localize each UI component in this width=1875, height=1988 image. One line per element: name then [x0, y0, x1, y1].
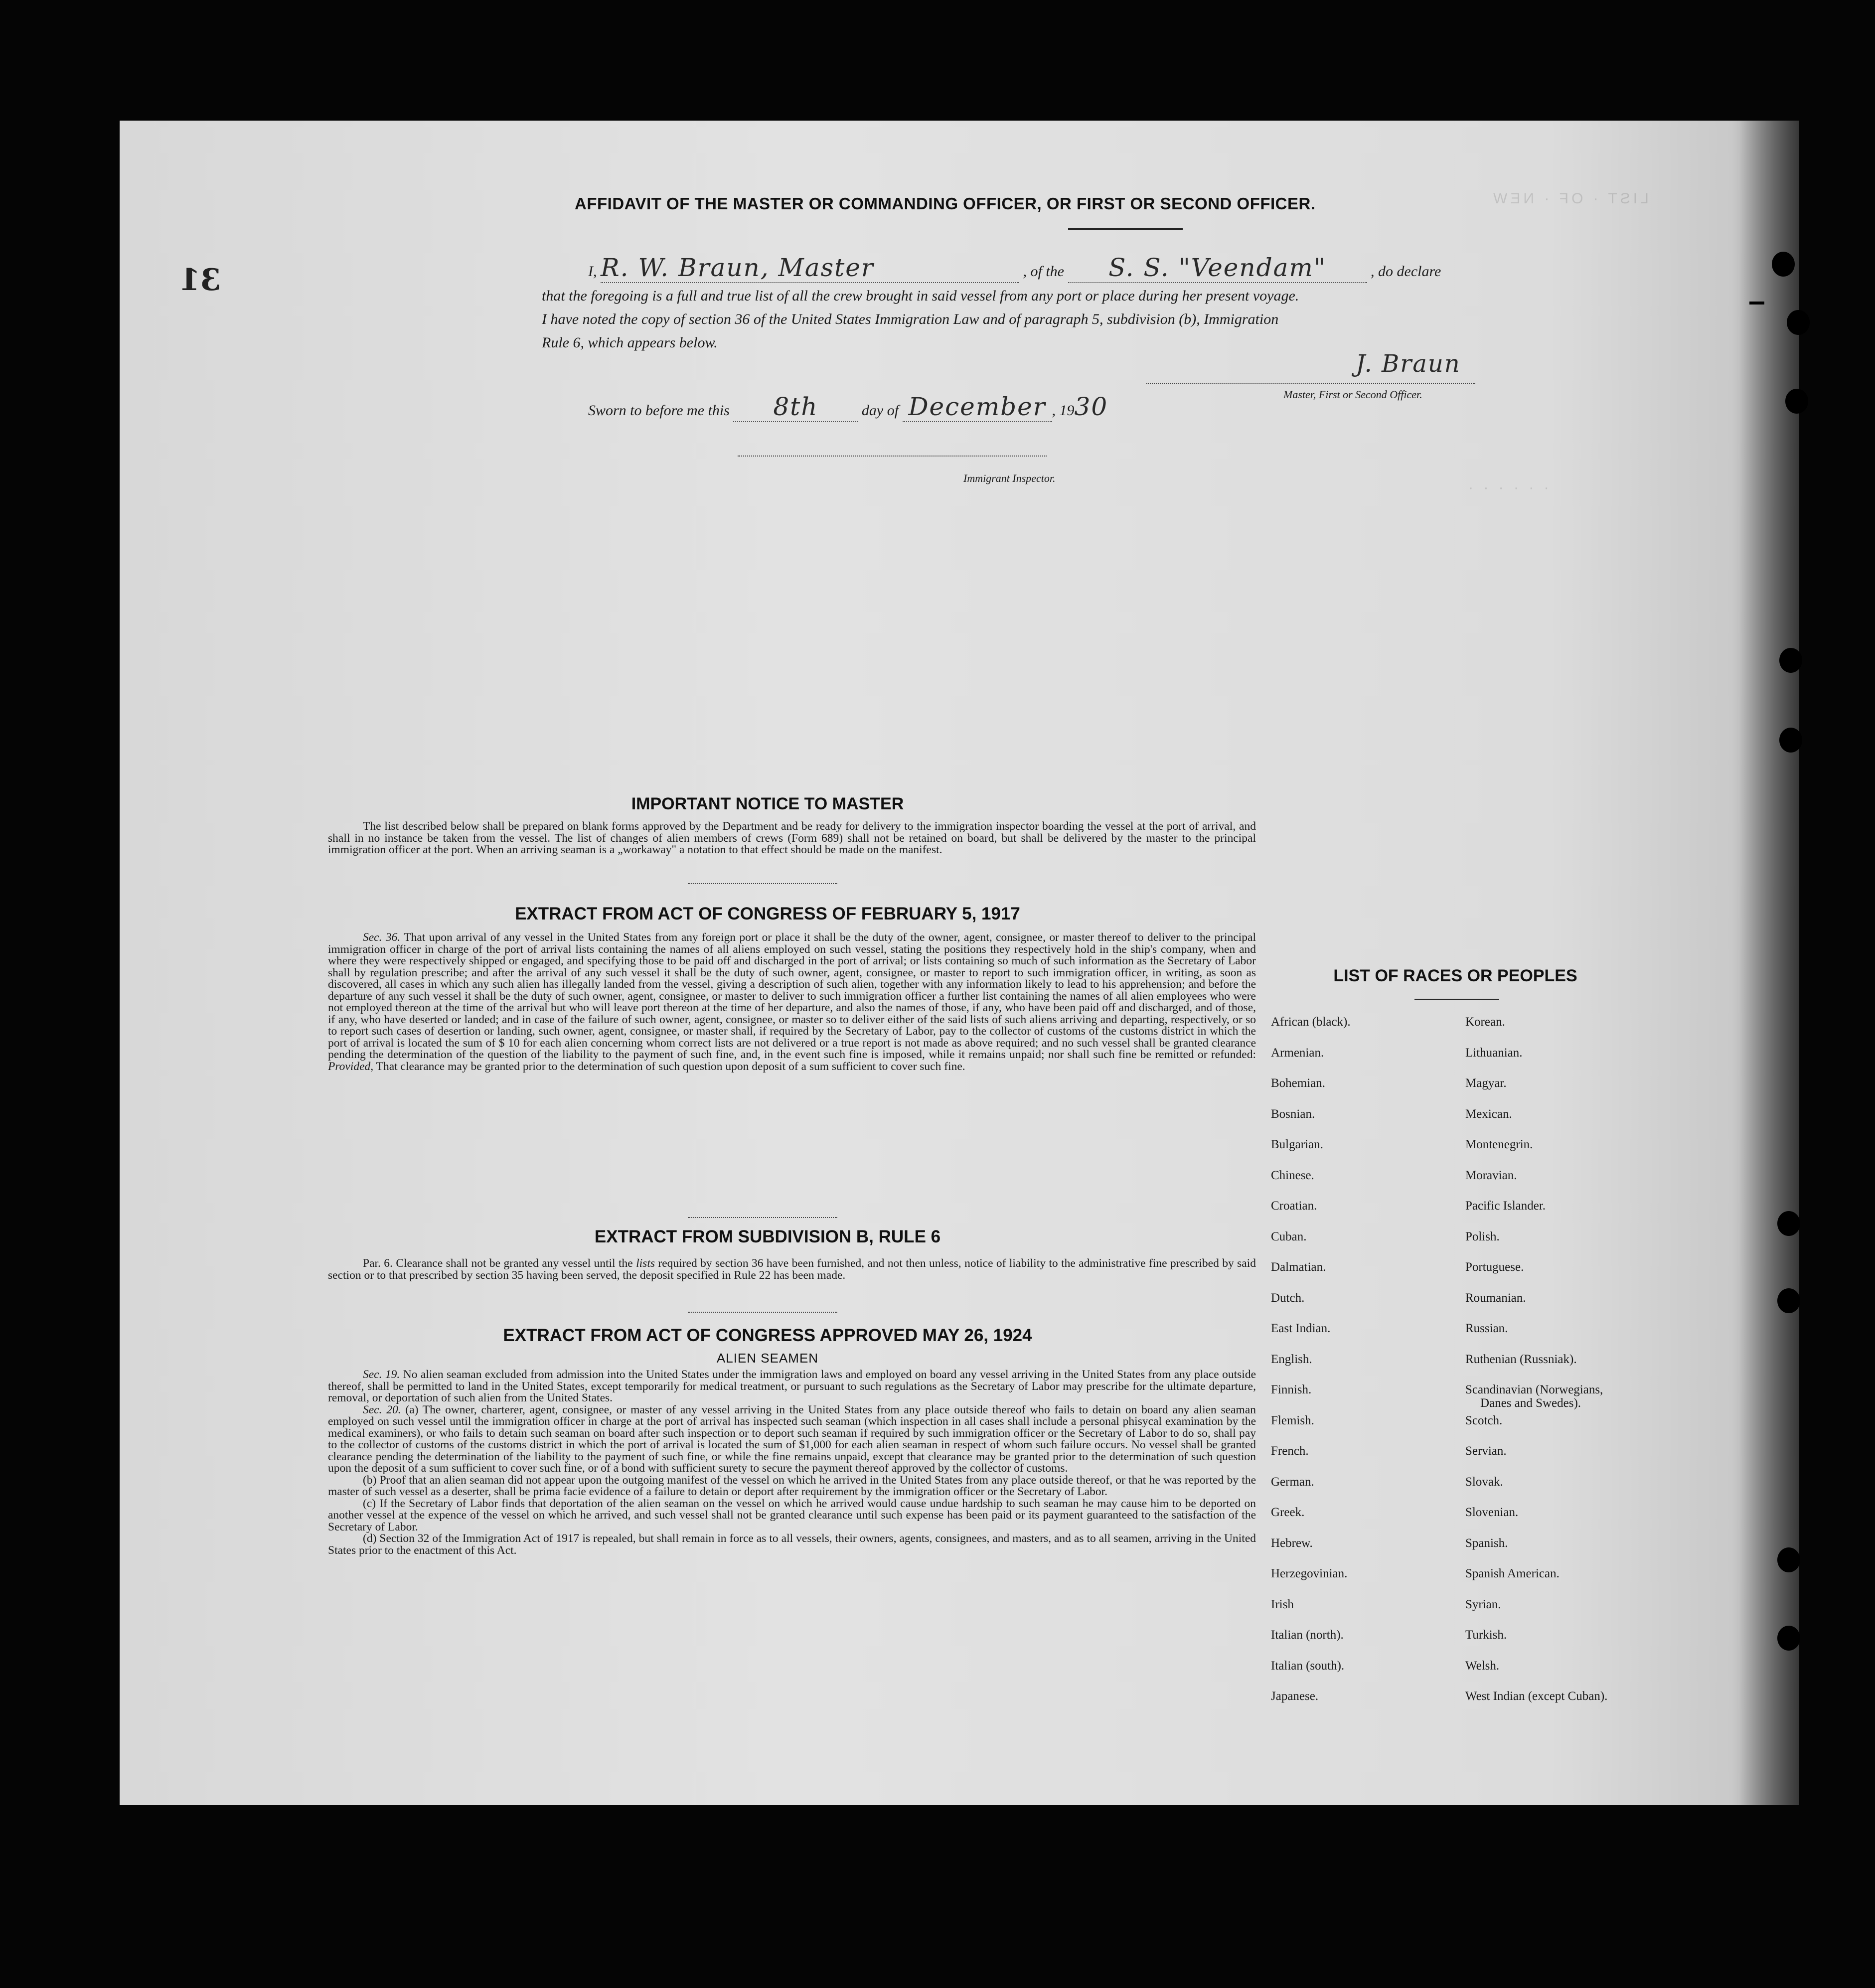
race-item: Irish [1271, 1597, 1294, 1611]
notice-paragraph: The list described below shall be prepared on blank forms approved by the Department and be ready for delivery to the immigration inspector boarding the vessel at the port of arrival, and shall in no instance be taken from the vessel. The list of changes of alien members of crews (Form 689) shall not be retained on board, but shall be delivered by the master to the principal immigration officer at the port. When an arriving seaman is a „workaway" a notation to that effect should be made on the manifest. [328, 820, 1256, 856]
race-item: Mexican. [1465, 1107, 1512, 1121]
races-left-column [1271, 1015, 1351, 1720]
race-item: Ruthenian (Russniak). [1465, 1352, 1577, 1366]
section-36-body: That upon arrival of any vessel in the United States from any foreign port or place it shall be the duty of the owner, agent, consignee, or master thereof to deliver to the principal immigration officer in charge of the port of arrival lists containing the names of all aliens employed on such vessel, stating the positions they respectively hold in the ship's company, when and where they were respectively shipped or engaged, and specifying those to be paid off and discharged in the port of arrival; or lists containing so much of such information as the Secretary of Labor shall by regulation prescribe; and after the arrival of any such vessel it shall be the duty of such owner, agent, consignee, or master to report to such immigration officer, in writing, as soon as discovered, all cases in which any such alien has illegally landed from the vessel, giving a description of such alien, together with any information likely to lead to his apprehension; and before the departure of any such vessel it shall be the duty of such owner, agent, consignee, or master to deliver to such immigration officer a further list containing the names of all alien employees who were not employed thereon at the time of the arrival but who will leave port thereon at the time of her departure, and also the names of those, if any, who have been paid off and discharged, and of those, if any, who have deserted or landed; and in case of the failure of such owner, agent, consignee, or master so to deliver either of the said lists of such aliens arriving and departing, respectively, or so to report such cases of desertion or landing, such owner, agent, consignee, or master shall, if required by the Secretary of Labor, pay to the collector of customs of the customs district in which the port of arrival is located the sum of $ 10 for each alien concerning whom correct lists are not delivered or a true report is not made as above required; and no such vessel shall be granted clearance pending the determination of the question of the liability to the payment of such fine, and, in the event such fine is imposed, while it remains unpaid; nor shall such fine be remitted or refunded: [328, 931, 1256, 1061]
race-item: Dutch. [1271, 1291, 1305, 1305]
section-divider [688, 1217, 837, 1218]
rule-6-text-a: Par. 6. Clearance shall not be granted any vessel until the [363, 1257, 633, 1270]
section-20b-paragraph: (b) Proof that an alien seaman did not appear upon the outgoing manifest of the vessel on which he arrived in the United States from any place outside thereof, or that he was reported by the master of such vessel as a deserter, shall be prima facie evidence of a failure to detain or deport after requirement by the immigration officer or the Secretary of Labor. [328, 1473, 1256, 1498]
race-item: Magyar. [1465, 1076, 1507, 1090]
sworn-day-field: 8th [733, 392, 858, 422]
races-right-column [1465, 1015, 1607, 1720]
race-item: Turkish. [1465, 1628, 1507, 1642]
binder-hole [1777, 1211, 1800, 1236]
race-item: Scotch. [1465, 1413, 1503, 1427]
inspector-signature-line [738, 456, 1047, 457]
rule-6-text [328, 1258, 1256, 1281]
race-item: Scandinavian (Norwegians, Danes and Swedes). [1465, 1383, 1607, 1414]
race-item: West Indian (except Cuban). [1465, 1689, 1608, 1703]
signature-line [1146, 383, 1475, 384]
master-name-field: R. W. Braun, Master [601, 253, 1019, 283]
section-19-label: Sec. 19. [363, 1368, 400, 1381]
section-36-label: Sec. 36. [363, 931, 401, 944]
race-item: German. [1271, 1475, 1314, 1489]
proviso-body: That clearance may be granted prior to the determination of such question upon deposit of a sum sufficient to cover such fine. [376, 1060, 965, 1073]
section-20a-body: (a) The owner, charterer, agent, consignee, or master of any vessel arriving in the United States from any place outside thereof who fails to detain on board any alien seaman employed on such vessel until the immigration officer in charge at the port of arrival has inspected such seaman (which inspection in all cases shall include a personal phisycal examination by the medical examiners), or who fails to detain such seaman on board after such inspection or to deport such seaman if required by such immigration officer or the Secretary of Labor to do so, shall pay to the collector of customs of the customs district in which the port of arrival is located the sum of $1,000 for each alien seaman in respect of whom such failure occurs. No vessel shall be granted clearance pending the determination of the liability to the payment of such fine, or while the fine remains unpaid, except that clearance may be granted prior to the determination of such question upon the deposit of a sum sufficient to cover such fine, or of a bond with sufficient surety to secure the payment thereof approved by the collector of customs. [328, 1403, 1256, 1475]
affidavit-line-3: I have noted the copy of section 36 of the United States Immigration Law and of paragraph 5, subdivision (b), Immigration [542, 311, 1279, 327]
binder-hole [1779, 648, 1802, 673]
race-item-continuation: Danes and Swedes). [1480, 1396, 1581, 1410]
sworn-year-prefix: , 19 [1052, 402, 1075, 419]
edge-mark [1749, 302, 1764, 305]
races-divider [1414, 999, 1499, 1000]
notice-title: IMPORTANT NOTICE TO MASTER [631, 794, 904, 813]
act-1917-text [328, 932, 1256, 1072]
race-item: Syrian. [1465, 1597, 1501, 1611]
race-item: English. [1271, 1352, 1312, 1366]
rule-6-paragraph [328, 1258, 1256, 1281]
race-item: Slovak. [1465, 1475, 1503, 1489]
binder-hole [1777, 1547, 1800, 1572]
proviso-label: Provided, [328, 1060, 374, 1073]
section-20d-paragraph: (d) Section 32 of the Immigration Act of 1917 is repealed, but shall remain in force as to all vessels, their owners, agents, consignees, and masters, and as to all seamen, arriving in the United States prior to the enactment of this Act. [328, 1532, 1256, 1557]
race-item: African (black). [1271, 1015, 1351, 1029]
declaration-mid: , of the [1023, 263, 1064, 280]
section-20c-paragraph: (c) If the Secretary of Labor finds that deportation of the alien seaman on the vessel on which he arrived would cause undue hardship to such seaman he may cause him to be deported on another vessel at the expence of the vessel on which he arrived, and such vessel shall not be granted clearance until such expense has been paid or its payment guaranteed to the satisfaction of the Secretary of Labor. [328, 1497, 1256, 1533]
race-item: Cuban. [1271, 1229, 1307, 1243]
race-item: Montenegrin. [1465, 1138, 1533, 1151]
sworn-mid: day of [861, 402, 899, 419]
race-item: Roumanian. [1465, 1291, 1526, 1305]
inspector-label: Immigrant Inspector. [963, 472, 1056, 484]
binder-hole [1777, 1288, 1800, 1313]
bleed-through-text: LIST · OF · NEW [1490, 190, 1649, 207]
race-item: Russian. [1465, 1322, 1508, 1335]
race-item: Dalmatian. [1271, 1260, 1326, 1274]
sworn-month-field: December [903, 392, 1052, 422]
race-item: Japanese. [1271, 1689, 1319, 1703]
race-item: Armenian. [1271, 1046, 1324, 1060]
race-item: Portuguese. [1465, 1260, 1524, 1274]
vessel-name-field: S. S. "Veendam" [1068, 253, 1367, 283]
binder-hole [1779, 728, 1802, 753]
section-20-label: Sec. 20. [363, 1403, 401, 1416]
act-1917-title: EXTRACT FROM ACT OF CONGRESS OF FEBRUARY 5, 1917 [515, 904, 1020, 923]
race-item: Slovenian. [1465, 1506, 1519, 1519]
race-item: Pacific Islander. [1465, 1199, 1546, 1213]
affidavit-line-2: that the foregoing is a full and true list of all the crew brought in said vessel from any port or place during her present voyage. [542, 288, 1299, 304]
race-item: Chinese. [1271, 1168, 1314, 1182]
race-item: Italian (south). [1271, 1659, 1345, 1673]
act-1924-title: EXTRACT FROM ACT OF CONGRESS APPROVED MAY 26, 1924 [503, 1326, 1032, 1345]
act-1924-subtitle: ALIEN SEAMEN [716, 1351, 819, 1366]
title-divider [1068, 228, 1183, 230]
race-item: Croatian. [1271, 1199, 1317, 1213]
race-item: Bosnian. [1271, 1107, 1315, 1121]
binder-hole [1777, 1626, 1800, 1651]
binder-hole [1785, 389, 1808, 414]
race-item: Spanish. [1465, 1536, 1508, 1550]
act-1924-text [328, 1369, 1256, 1556]
race-item: Bohemian. [1271, 1076, 1326, 1090]
document-sheet [120, 121, 1799, 1805]
race-item: Polish. [1465, 1229, 1500, 1243]
race-item: East Indian. [1271, 1322, 1331, 1335]
notice-text [328, 821, 1256, 856]
section-divider [688, 883, 837, 884]
race-item: Servian. [1465, 1444, 1507, 1458]
race-item: Korean. [1465, 1015, 1505, 1029]
section-19-body: No alien seaman excluded from admission into the United States under the immigration laws and employed on board any vessel arriving in the United States from any place outside thereof, shall be permitted to land in the United States, except temporarily for medical treatment, or pursuant to such regulations as the Secretary of Labor may prescribe for the ultimate departure, removal, or deportation of such alien from the United States. [328, 1368, 1256, 1404]
race-item: Lithuanian. [1465, 1046, 1523, 1060]
race-item: Herzegovinian. [1271, 1567, 1348, 1580]
races-title: LIST OF RACES OR PEOPLES [1333, 966, 1577, 985]
section-19-paragraph [328, 1369, 1256, 1404]
race-item: Spanish American. [1465, 1567, 1560, 1580]
sworn-year-field: 30 [1074, 392, 1108, 421]
race-item: Finnish. [1271, 1383, 1312, 1396]
bleed-through-text: · · · · · · [1465, 479, 1549, 496]
section-divider [688, 1312, 837, 1313]
sworn-prefix: Sworn to before me this [588, 402, 730, 419]
binder-hole [1772, 252, 1795, 277]
margin-page-number: 31 [179, 263, 221, 298]
officer-label: Master, First or Second Officer. [1283, 388, 1422, 401]
rule-6-title: EXTRACT FROM SUBDIVISION B, RULE 6 [594, 1227, 941, 1246]
binder-hole [1787, 310, 1810, 335]
race-item: Moravian. [1465, 1168, 1517, 1182]
affidavit-declaration-line [588, 253, 1441, 283]
race-item: Italian (north). [1271, 1628, 1344, 1642]
rule-6-text-b: required by section 36 have been furnished, and not then unless, notice of liability to the administrative fine prescribed by said section or to that prescribed by section 35 having been served, the deposit specified in Rule 22 has been made. [328, 1257, 1256, 1282]
race-item: Bulgarian. [1271, 1138, 1323, 1151]
race-item: Flemish. [1271, 1413, 1314, 1427]
race-item: Greek. [1271, 1506, 1305, 1519]
section-20a-paragraph [328, 1404, 1256, 1475]
declaration-prefix: I, [588, 263, 597, 280]
section-36-paragraph [328, 932, 1256, 1072]
declaration-suffix: , do declare [1371, 263, 1441, 280]
affidavit-line-4: Rule 6, which appears below. [542, 334, 718, 351]
race-item: French. [1271, 1444, 1309, 1458]
rule-6-lists-word: lists [636, 1257, 655, 1270]
race-item: Hebrew. [1271, 1536, 1313, 1550]
officer-signature: J. Braun [1356, 350, 1461, 378]
race-item: Welsh. [1465, 1659, 1500, 1673]
affidavit-title: AFFIDAVIT OF THE MASTER OR COMMANDING OFFICER, OR FIRST OR SECOND OFFICER. [575, 194, 1316, 213]
sworn-line [588, 392, 1108, 422]
